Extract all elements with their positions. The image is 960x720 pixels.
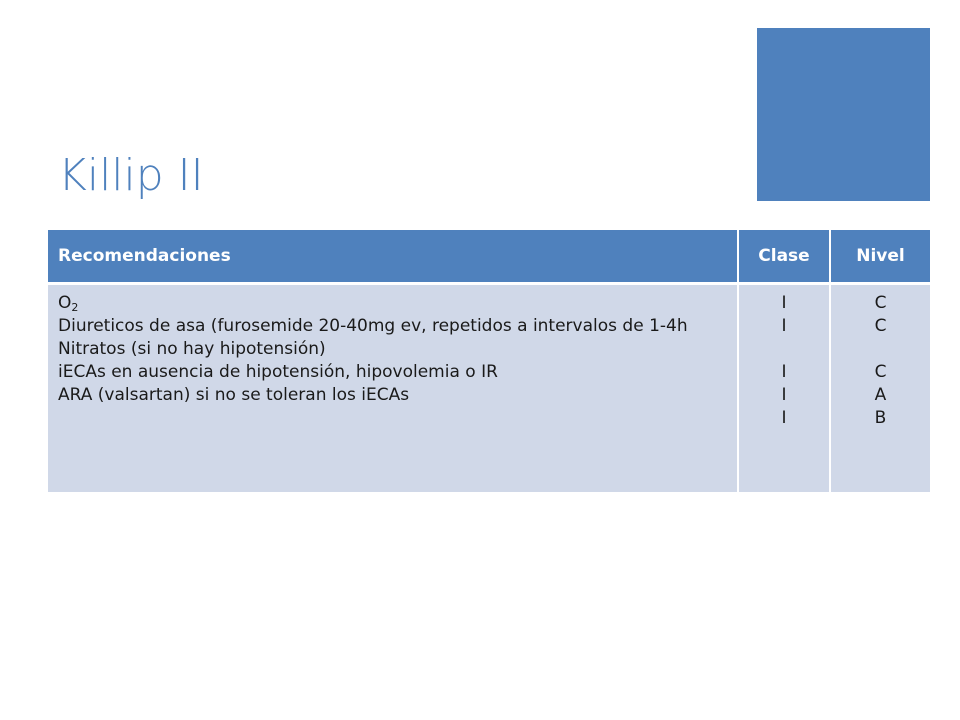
class-cell bbox=[738, 283, 830, 492]
header-level: Nivel bbox=[830, 230, 930, 283]
recommendation-nitrates: Nitratos (si no hay hipotensión) bbox=[58, 338, 326, 359]
slide-title: Killip II bbox=[58, 150, 204, 201]
recommendation-ara: ARA (valsartan) si no se toleran los iECAs bbox=[58, 384, 410, 405]
class-value: I bbox=[781, 407, 787, 428]
level-value-spacer bbox=[841, 338, 920, 361]
oxygen-base: O bbox=[58, 292, 72, 313]
recommendation-ieca: iECAs en ausencia de hipotensión, hipovolemia o IR bbox=[58, 361, 498, 382]
recommendations-cell bbox=[48, 283, 738, 492]
recommendations-table bbox=[48, 230, 930, 492]
table-row bbox=[48, 283, 930, 492]
level-value: C bbox=[874, 361, 887, 382]
class-value-spacer bbox=[749, 338, 819, 361]
level-value: B bbox=[874, 407, 887, 428]
accent-square bbox=[757, 28, 930, 201]
header-class: Clase bbox=[738, 230, 830, 283]
level-value: C bbox=[874, 315, 887, 336]
recommendation-oxygen bbox=[58, 292, 727, 315]
level-value: A bbox=[874, 384, 887, 405]
class-value: I bbox=[781, 292, 787, 313]
recommendation-diuretics: Diureticos de asa (furosemide 20-40mg ev, repetidos a intervalos de 1-4h bbox=[58, 315, 688, 336]
level-cell bbox=[830, 283, 930, 492]
table-header-row bbox=[48, 230, 930, 283]
class-value: I bbox=[781, 384, 787, 405]
header-recommendations: Recomendaciones bbox=[48, 230, 738, 283]
class-value: I bbox=[781, 361, 787, 382]
oxygen-subscript: 2 bbox=[71, 300, 79, 314]
level-value: C bbox=[874, 292, 887, 313]
class-value: I bbox=[781, 315, 787, 336]
